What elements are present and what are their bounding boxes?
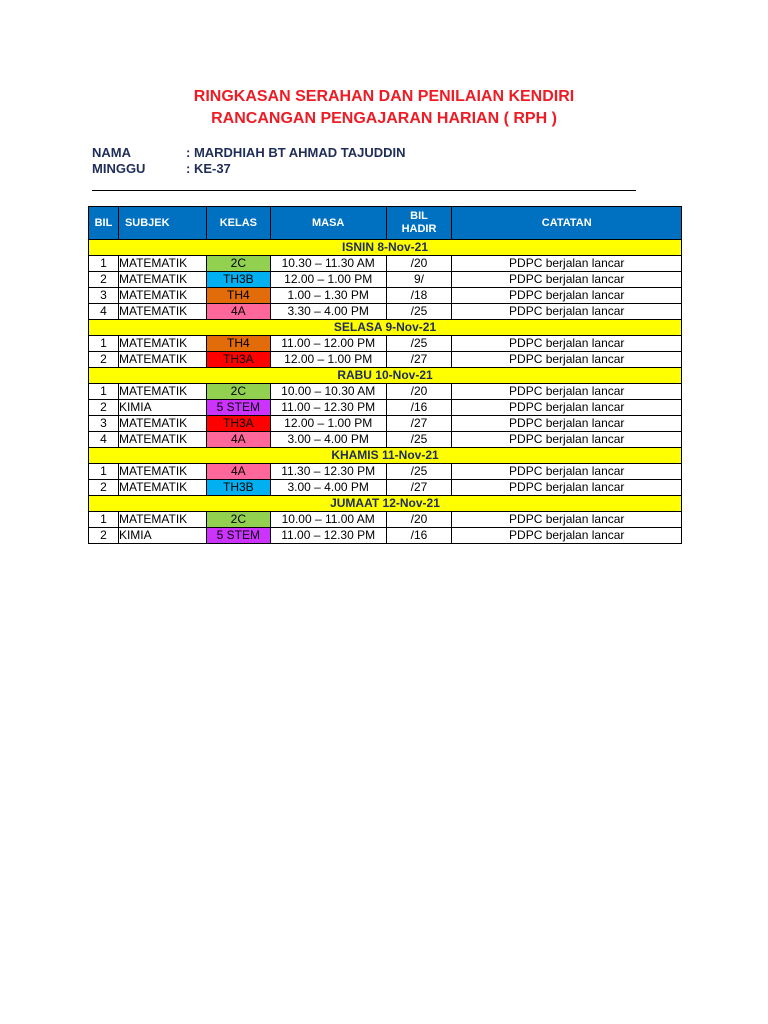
cell-subjek: KIMIA (118, 400, 206, 416)
minggu-label: MINGGU (92, 161, 146, 176)
cell-kelas: 2C (206, 384, 270, 400)
header-kelas: KELAS (206, 207, 270, 240)
cell-bil: 4 (89, 432, 119, 448)
table-row (89, 336, 682, 352)
header-subjek: SUBJEK (118, 207, 206, 240)
table-row (89, 304, 682, 320)
cell-kelas: TH3A (206, 416, 270, 432)
cell-bil-hadir: /27 (386, 352, 452, 368)
cell-masa: 12.00 – 1.00 PM (270, 272, 386, 288)
table-row (89, 352, 682, 368)
day-header-row (89, 368, 682, 384)
cell-catatan: PDPC berjalan lancar (452, 384, 682, 400)
table-row (89, 256, 682, 272)
cell-masa: 10.00 – 10.30 AM (270, 384, 386, 400)
cell-bil: 2 (89, 528, 119, 544)
cell-catatan: PDPC berjalan lancar (452, 512, 682, 528)
table-row (89, 288, 682, 304)
cell-bil-hadir: /25 (386, 464, 452, 480)
header-bil: BIL (89, 207, 119, 240)
cell-masa: 11.30 – 12.30 PM (270, 464, 386, 480)
cell-catatan: PDPC berjalan lancar (452, 400, 682, 416)
cell-subjek: MATEMATIK (118, 416, 206, 432)
cell-masa: 12.00 – 1.00 PM (270, 416, 386, 432)
cell-subjek: MATEMATIK (118, 352, 206, 368)
cell-kelas: TH4 (206, 288, 270, 304)
cell-subjek: MATEMATIK (118, 304, 206, 320)
page-title: RINGKASAN SERAHAN DAN PENILAIAN KENDIRI (193, 88, 575, 105)
cell-catatan: PDPC berjalan lancar (452, 288, 682, 304)
cell-kelas: 5 STEM (206, 528, 270, 544)
cell-kelas: 4A (206, 464, 270, 480)
day-header-row (89, 240, 682, 256)
day-label: RABU 10-Nov-21 (89, 368, 682, 384)
cell-bil-hadir: /27 (386, 416, 452, 432)
day-header-row (89, 448, 682, 464)
cell-catatan: PDPC berjalan lancar (452, 272, 682, 288)
cell-bil-hadir: /25 (386, 336, 452, 352)
divider (92, 190, 636, 191)
cell-kelas: TH4 (206, 336, 270, 352)
cell-subjek: MATEMATIK (118, 432, 206, 448)
cell-bil: 3 (89, 416, 119, 432)
cell-kelas: TH3A (206, 352, 270, 368)
cell-bil-hadir: /16 (386, 400, 452, 416)
cell-catatan: PDPC berjalan lancar (452, 352, 682, 368)
page-subtitle: RANCANGAN PENGAJARAN HARIAN ( RPH ) (211, 110, 557, 127)
cell-bil-hadir: /27 (386, 480, 452, 496)
cell-subjek: MATEMATIK (118, 464, 206, 480)
nama-label: NAMA (92, 145, 131, 160)
table-row (89, 512, 682, 528)
header-catatan: CATATAN (452, 207, 682, 240)
cell-kelas: 4A (206, 304, 270, 320)
cell-bil-hadir: /16 (386, 528, 452, 544)
cell-subjek: MATEMATIK (118, 512, 206, 528)
cell-catatan: PDPC berjalan lancar (452, 464, 682, 480)
header-bil-hadir-line2: HADIR (401, 223, 437, 235)
cell-catatan: PDPC berjalan lancar (452, 416, 682, 432)
cell-bil: 2 (89, 400, 119, 416)
minggu-row (92, 161, 231, 176)
header-masa: MASA (270, 207, 386, 240)
cell-bil: 2 (89, 480, 119, 496)
day-header-row (89, 496, 682, 512)
day-label: SELASA 9-Nov-21 (89, 320, 682, 336)
cell-subjek: MATEMATIK (118, 256, 206, 272)
cell-masa: 11.00 – 12.30 PM (270, 528, 386, 544)
cell-catatan: PDPC berjalan lancar (452, 304, 682, 320)
minggu-value: : KE-37 (186, 161, 231, 176)
cell-subjek: MATEMATIK (118, 288, 206, 304)
header-bil-hadir-line1: BIL (410, 210, 428, 222)
cell-bil-hadir: /25 (386, 304, 452, 320)
day-label: JUMAAT 12-Nov-21 (89, 496, 682, 512)
cell-bil: 2 (89, 352, 119, 368)
cell-subjek: MATEMATIK (118, 384, 206, 400)
cell-masa: 3.00 – 4.00 PM (270, 480, 386, 496)
table-row (89, 272, 682, 288)
table-row (89, 384, 682, 400)
cell-masa: 10.00 – 11.00 AM (270, 512, 386, 528)
cell-masa: 12.00 – 1.00 PM (270, 352, 386, 368)
cell-bil: 1 (89, 336, 119, 352)
nama-row (92, 145, 406, 160)
cell-bil-hadir: /25 (386, 432, 452, 448)
cell-bil: 2 (89, 272, 119, 288)
cell-bil-hadir: /18 (386, 288, 452, 304)
cell-masa: 3.00 – 4.00 PM (270, 432, 386, 448)
cell-subjek: MATEMATIK (118, 336, 206, 352)
cell-masa: 10.30 – 11.30 AM (270, 256, 386, 272)
cell-bil: 1 (89, 512, 119, 528)
cell-bil: 4 (89, 304, 119, 320)
cell-bil: 3 (89, 288, 119, 304)
table-row (89, 400, 682, 416)
cell-subjek: MATEMATIK (118, 272, 206, 288)
day-label: ISNIN 8-Nov-21 (89, 240, 682, 256)
cell-subjek: MATEMATIK (118, 480, 206, 496)
table-row (89, 464, 682, 480)
cell-subjek: KIMIA (118, 528, 206, 544)
cell-kelas: 2C (206, 256, 270, 272)
cell-masa: 11.00 – 12.30 PM (270, 400, 386, 416)
cell-kelas: 5 STEM (206, 400, 270, 416)
table-row (89, 528, 682, 544)
cell-catatan: PDPC berjalan lancar (452, 480, 682, 496)
cell-bil: 1 (89, 256, 119, 272)
cell-catatan: PDPC berjalan lancar (452, 528, 682, 544)
table-header-row (89, 207, 682, 240)
header-bil-hadir (386, 207, 452, 240)
day-label: KHAMIS 11-Nov-21 (89, 448, 682, 464)
cell-kelas: 2C (206, 512, 270, 528)
cell-masa: 1.00 – 1.30 PM (270, 288, 386, 304)
table-row (89, 480, 682, 496)
cell-kelas: TH3B (206, 480, 270, 496)
cell-bil: 1 (89, 464, 119, 480)
cell-masa: 11.00 – 12.00 PM (270, 336, 386, 352)
cell-catatan: PDPC berjalan lancar (452, 256, 682, 272)
cell-bil-hadir: /20 (386, 512, 452, 528)
cell-catatan: PDPC berjalan lancar (452, 432, 682, 448)
cell-masa: 3.30 – 4.00 PM (270, 304, 386, 320)
nama-value: : MARDHIAH BT AHMAD TAJUDDIN (186, 145, 406, 160)
cell-bil: 1 (89, 384, 119, 400)
table-row (89, 432, 682, 448)
cell-bil-hadir: 9/ (386, 272, 452, 288)
table-row (89, 416, 682, 432)
cell-bil-hadir: /20 (386, 384, 452, 400)
cell-kelas: 4A (206, 432, 270, 448)
rph-table (88, 206, 682, 544)
day-header-row (89, 320, 682, 336)
cell-catatan: PDPC berjalan lancar (452, 336, 682, 352)
cell-kelas: TH3B (206, 272, 270, 288)
cell-bil-hadir: /20 (386, 256, 452, 272)
table-body (89, 240, 682, 544)
